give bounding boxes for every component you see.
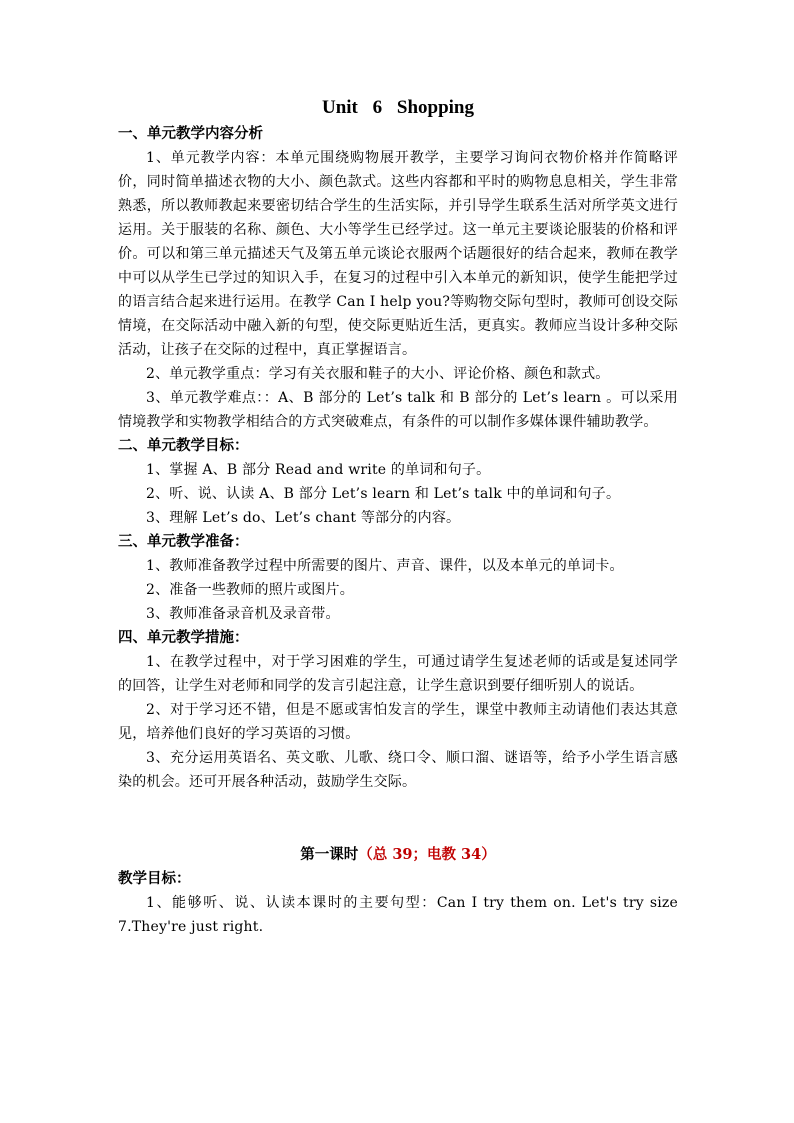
section-heading-measures: 四、单元教学措施： <box>118 629 249 646</box>
section-spacer <box>118 794 678 843</box>
paragraph-content: 1、单元教学内容：本单元围绕购物展开教学，主要学习询问衣物价格并作简略评价，同时简单描述衣物的大小、颜色款式。这些内容都和平时的购物息息相关，学生非常熟悉，所以教师教起来要密切结合学生的生活实际，并引导学生联系生活对所学英文进行运用。关于服装的名称、颜色、大小等学生已经学过。这一单元主要谈论服装的价格和评价。可以和第三单元描述天气及第五单元谈论衣服两个话题很好的结合起来，教师在教学中可以从学生已学过的知识入手，在复习的过程中引入本单元的新知识，使学生能把学过的语言结合起来进行运用。在教学 Can I help you?等购物交际句型时，教师可创设交际情境，在交际活动中融入新的句型，使交际更贴近生活，更真实。教师应当设计多种交际活动，让孩子在交际的过程中，真正掌握语言。 <box>118 150 678 358</box>
measure-item-2: 2、对于学习还不错，但是不愿或害怕发言的学生，课堂中教师主动请他们表达其意见，培养他们良好的学习英语的习惯。 <box>118 702 678 742</box>
measure-item-1: 1、在教学过程中，对于学习困难的学生，可通过请学生复述老师的话或是复述同学的回答，让学生对老师和同学的发言引起注意，让学生意识到要仔细听别人的说话。 <box>118 654 678 694</box>
section-heading-content-analysis: 一、单元教学内容分析 <box>118 125 263 142</box>
lesson-title-text: 第一课时 <box>300 846 359 863</box>
objective-item-1: 1、掌握 A、B 部分 Read and write 的单词和句子。 <box>146 462 491 478</box>
preparation-item-1: 1、教师准备教学过程中所需要的图片、声音、课件，以及本单元的单词卡。 <box>146 558 624 574</box>
preparation-item-2: 2、准备一些教师的照片或图片。 <box>146 582 354 598</box>
measure-item-3: 3、充分运用英语名、英文歌、儿歌、绕口令、顺口溜、谜语等，给予小学生语言感染的机会。还可开展各种活动，鼓励学生交际。 <box>118 750 678 790</box>
lesson-goal-item-1: 1、能够听、说、认读本课时的主要句型：Can I try them on. Let's try size 7.They're just right. <box>118 895 678 935</box>
document-page <box>118 94 678 939</box>
section-heading-preparation: 三、单元教学准备： <box>118 533 249 550</box>
paragraph-key-points: 2、单元教学重点：学习有关衣服和鞋子的大小、评论价格、颜色和款式。 <box>146 366 610 382</box>
preparation-item-3: 3、教师准备录音机及录音带。 <box>146 606 340 622</box>
lesson-title-note: （总 39；电教 34） <box>358 846 496 863</box>
objective-item-2: 2、听、说、认读 A、B 部分 Let’s learn 和 Let’s talk 中的单词和句子。 <box>146 486 621 502</box>
paragraph-difficulties: 3、单元教学难点：：A、B 部分的 Let’s talk 和 B 部分的 Let’s learn 。可以采用情境教学和实物教学相结合的方式突破难点，有条件的可以制作多媒体课件辅助教学。 <box>118 390 678 430</box>
unit-title: Unit 6 Shopping <box>321 97 474 118</box>
objective-item-3: 3、理解 Let’s do、Let’s chant 等部分的内容。 <box>146 510 461 526</box>
lesson-heading-objectives: 教学目标： <box>118 870 191 887</box>
section-heading-objectives: 二、单元教学目标： <box>118 437 249 454</box>
lesson-title <box>118 843 678 867</box>
